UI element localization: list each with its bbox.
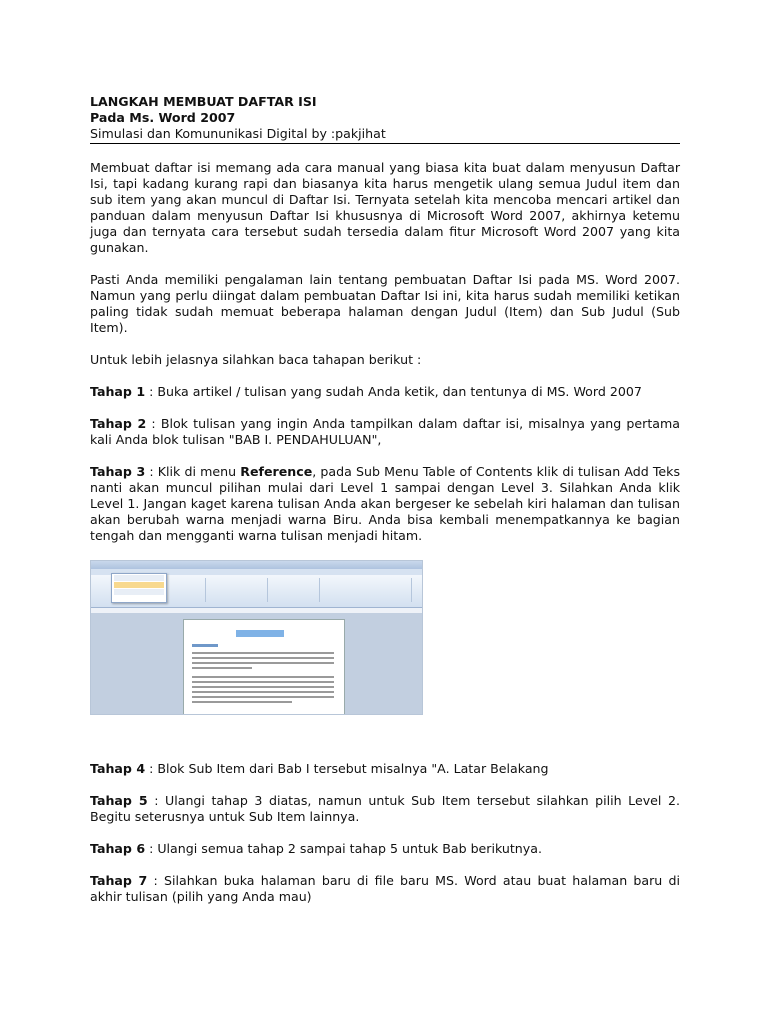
text-line — [192, 667, 252, 669]
document-title: LANGKAH MEMBUAT DAFTAR ISI — [90, 94, 317, 109]
step-6 — [90, 841, 680, 857]
highlighted-heading — [236, 630, 284, 637]
step-label: Tahap 1 — [90, 384, 146, 399]
step-text: , pada Sub Menu Table of Contents klik di tulisan Add Teks nanti akan muncul pilihan mulai dari Level 1 sampai dengan Level 3. Silahkan Anda klik Level 1. Jangan kaget karena tulisan Anda akan bergeser ke sebelah kiri halaman dan tulisan akan berubah warna menjadi warna Biru. Anda bisa kembali menempatkannya ke bagian tengah dan mengganti warna tulisan menjadi hitam. — [90, 464, 681, 543]
text-line — [192, 681, 334, 683]
menu-option-selected — [114, 582, 164, 588]
step-text: : Blok tulisan yang ingin Anda tampilkan dalam daftar isi, misalnya yang pertama kali Anda blok tulisan "BAB I. PENDAHULUAN", — [90, 416, 680, 447]
word-2007-screenshot — [90, 560, 423, 715]
step-2 — [90, 416, 680, 448]
step-label: Tahap 2 — [90, 416, 147, 431]
text-line — [192, 652, 334, 654]
step-text: : Ulangi semua tahap 2 sampai tahap 5 untuk Bab berikutnya. — [145, 841, 542, 856]
step-7 — [90, 873, 680, 905]
step-3 — [90, 464, 680, 544]
text-line — [192, 657, 334, 659]
step-1 — [90, 384, 680, 400]
step-text: : Silahkan buka halaman baru di file baru MS. Word atau buat halaman baru di akhir tulisan (pilih yang Anda mau) — [90, 873, 681, 904]
intro-paragraph-1: Membuat daftar isi memang ada cara manual yang biasa kita buat dalam menyusun Daftar Isi, tapi kadang kurang rapi dan biasanya kita harus mengetik ulang semua Judul item dan sub item yang akan muncul di Daftar Isi. Ternyata setelah kita mencoba mencari artikel dan panduan dalam menyusun Daftar Isi khususnya di Microsoft Word 2007, akhirnya ketemu juga dan ternyata cara tersebut sudah tersedia dalam fitur Microsoft Word 2007 yang kita gunakan. — [90, 160, 680, 255]
intro-paragraph-3: Untuk lebih jelasnya silahkan baca tahapan berikut : — [90, 352, 422, 367]
step-text: : Buka artikel / tulisan yang sudah Anda ketik, dan tentunya di MS. Word 2007 — [145, 384, 642, 399]
step-label: Tahap 3 — [90, 464, 146, 479]
step-5 — [90, 793, 680, 825]
document-content — [90, 94, 680, 921]
text-line — [192, 686, 334, 688]
text-line — [192, 701, 292, 703]
toc-dropdown-menu — [111, 573, 167, 603]
text-line — [192, 662, 334, 664]
ribbon-group — [321, 578, 412, 602]
document-page-preview — [183, 619, 345, 715]
menu-option — [114, 575, 164, 581]
text-line — [192, 691, 334, 693]
step-4 — [90, 761, 680, 777]
ribbon-group — [269, 578, 320, 602]
text-line — [192, 676, 334, 678]
step-label: Tahap 5 — [90, 793, 148, 808]
ribbon-group — [207, 578, 268, 602]
author-line: Simulasi dan Komununikasi Digital by :pakjihat — [90, 126, 680, 144]
intro-paragraph-2: Pasti Anda memiliki pengalaman lain tentang pembuatan Daftar Isi pada MS. Word 2007. Namun yang perlu diingat dalam pembuatan Daftar Isi ini, kita harus sudah memiliki ketikan paling tidak sudah memuat beberapa halaman dengan Judul (Item) dan Sub Judul (Sub Item). — [90, 272, 680, 335]
menu-option — [114, 589, 164, 595]
document-subtitle: Pada Ms. Word 2007 — [90, 110, 236, 125]
step-text: : Ulangi tahap 3 diatas, namun untuk Sub Item tersebut silahkan pilih Level 2. Begitu seterusnya untuk Sub Item lainnya. — [90, 793, 680, 824]
step-label: Tahap 7 — [90, 873, 148, 888]
document-area — [91, 613, 422, 714]
step-text: : Klik di menu — [145, 464, 241, 479]
window-titlebar — [91, 561, 422, 569]
reference-keyword: Reference — [240, 464, 313, 479]
step-text: : Blok Sub Item dari Bab I tersebut misalnya "A. Latar Belakang — [145, 761, 549, 776]
step-label: Tahap 6 — [90, 841, 146, 856]
step-label: Tahap 4 — [90, 761, 146, 776]
sub-heading-line — [192, 644, 218, 647]
text-line — [192, 696, 334, 698]
